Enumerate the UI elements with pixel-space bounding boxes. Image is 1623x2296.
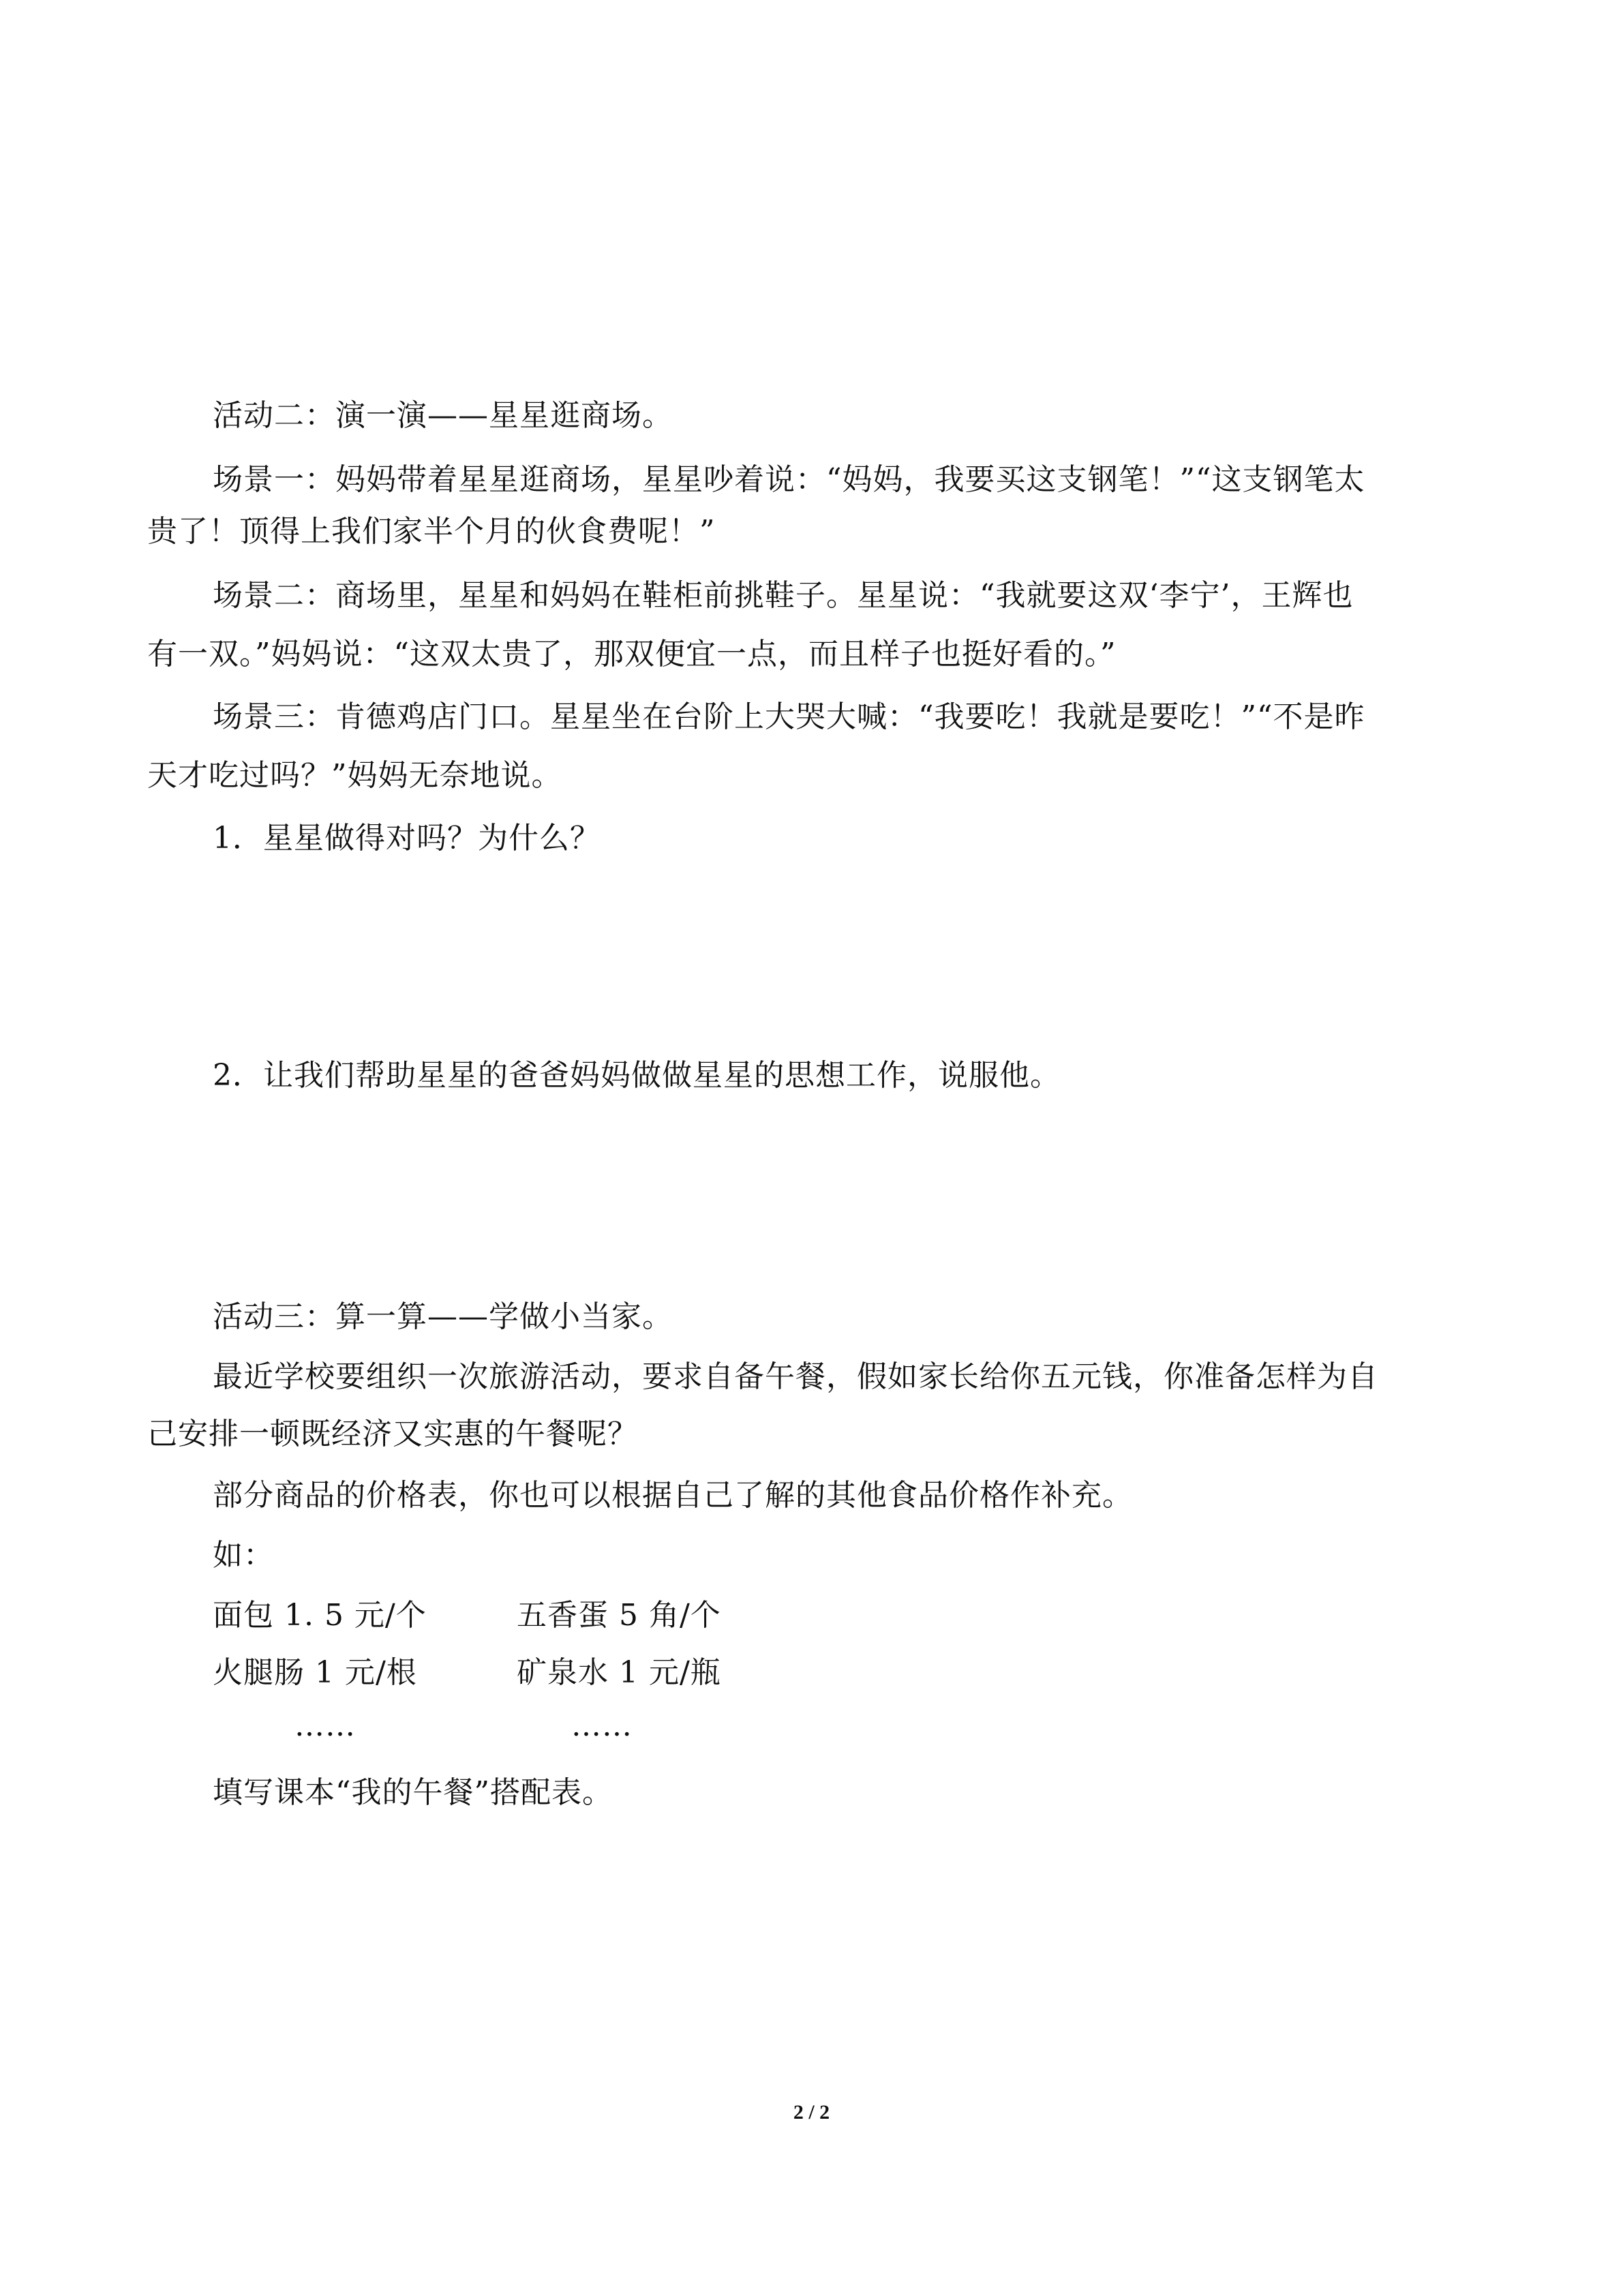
price-item-egg: 五香蛋 5 角/个 bbox=[517, 1598, 721, 1633]
price-item-sausage: 火腿肠 1 元/根 bbox=[213, 1655, 417, 1690]
activity3-intro: 最近学校要组织一次旅游活动，要求自备午餐，假如家长给你五元钱，你准备怎样为自 bbox=[213, 1359, 1378, 1394]
closing-instruction: 填写课本“我的午餐”搭配表。 bbox=[213, 1775, 613, 1810]
page-number: 2 / 2 bbox=[793, 2101, 830, 2124]
scene1-text: 场景一：妈妈带着星星逛商场，星星吵着说：“妈妈，我要买这支钢笔！”“这支钢笔太 bbox=[213, 462, 1365, 497]
question-2: 2．让我们帮助星星的爸爸妈妈做做星星的思想工作，说服他。 bbox=[213, 1058, 1061, 1093]
example-label: 如： bbox=[213, 1538, 274, 1573]
question-1: 1．星星做得对吗？为什么？ bbox=[213, 821, 601, 856]
price-item-water: 矿泉水 1 元/瓶 bbox=[517, 1655, 721, 1690]
price-item-bread: 面包 1. 5 元/个 bbox=[213, 1598, 427, 1633]
ellipsis-right: …… bbox=[571, 1708, 633, 1743]
scene1-text-cont: 贵了！顶得上我们家半个月的伙食费呢！” bbox=[147, 514, 716, 549]
activity3-title: 活动三：算一算——学做小当家。 bbox=[213, 1299, 673, 1334]
activity2-title: 活动二：演一演——星星逛商场。 bbox=[213, 398, 673, 433]
activity3-intro-cont: 己安排一顿既经济又实惠的午餐呢？ bbox=[147, 1417, 638, 1451]
ellipsis-left: …… bbox=[294, 1708, 356, 1743]
scene3-text-cont: 天才吃过吗？”妈妈无奈地说。 bbox=[147, 758, 562, 793]
scene2-text: 场景二：商场里，星星和妈妈在鞋柜前挑鞋子。星星说：“我就要这双‘李宁’，王辉也 bbox=[213, 578, 1354, 613]
scene2-text-cont: 有一双。”妈妈说：“这双太贵了，那双便宜一点，而且样子也挺好看的。” bbox=[147, 637, 1117, 671]
scene3-text: 场景三：肯德鸡店门口。星星坐在台阶上大哭大喊：“我要吃！我就是要吃！”“不是昨 bbox=[213, 699, 1365, 734]
price-intro: 部分商品的价格表，你也可以根据自己了解的其他食品价格作补充。 bbox=[213, 1478, 1133, 1513]
